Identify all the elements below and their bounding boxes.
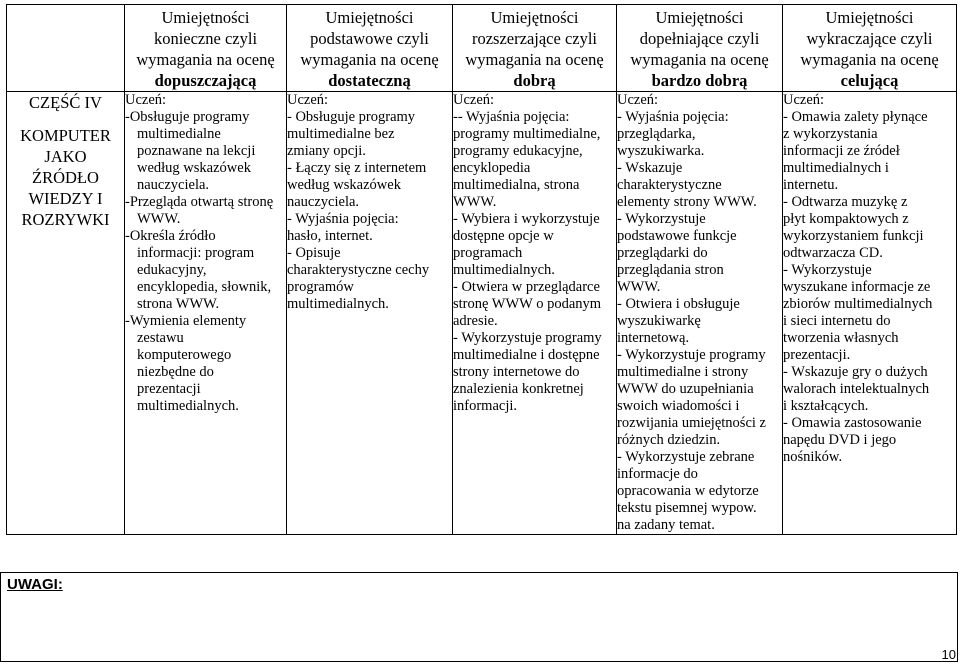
grade-label: dobrą [513,71,556,90]
grading-requirements-table [6,4,957,535]
grade-label: dopuszczającą [154,71,257,90]
content-row [7,92,957,535]
notes-label: UWAGI: [7,576,63,593]
requirements-dobra: Uczeń: -- Wyjaśnia pojęcia: programy multimedialne, programy edukacyjne, encyklopedia multimedialna, strona WWW. - Wybiera i wykorzystuje dostępne opcje w programach multimedialnych. - Otwiera w przeglądarce stronę WWW o podanym adresie. - Wykorzystuje programy multimedialne i dostępne strony internetowe do znalezienia konkretnej informacji. [453,92,617,535]
requirements-celujaca: Uczeń: - Omawia zalety płynące z wykorzystania informacji ze źródeł multimedialnych i internetu. - Odtwarza muzykę z płyt kompaktowych z wykorzystaniem funkcji odtwarzacza CD. - Wykorzystuje wyszukane informacje ze zbiorów multimedialnych i sieci internetu do tworzenia własnych prezentacji. - Wskazuje gry o dużych walorach intelektualnych i kształcących. - Omawia zastosowanie napędu DVD i jego nośników. [783,92,957,535]
header-dobra: Umiejętności rozszerzające czyli wymagania na ocenę dobrą [453,5,617,92]
grade-label: celującą [840,71,899,90]
grade-label: dostateczną [328,71,411,90]
header-dopuszczajaca: Umiejętności konieczne czyli wymagania na ocenę dopuszczającą [125,5,287,92]
corner-cell [7,5,125,92]
header-dostateczna: Umiejętności podstawowe czyli wymagania na ocenę dostateczną [287,5,453,92]
grade-label: bardzo dobrą [651,71,748,90]
header-celujaca: Umiejętności wykraczające czyli wymagania na ocenę celującą [783,5,957,92]
requirements-dopuszczajaca: Uczeń: -Obsługuje programy multimedialne poznawane na lekcji według wskazówek nauczyciela. -Przegląda otwartą stronę WWW. -Określa źródło informacji: program edukacyjny, encyklopedia, słownik, strona WWW. -Wymienia elementy zestawu komputerowego niezbędne do prezentacji multimedialnych. [125,92,287,535]
header-bardzo-dobra: Umiejętności dopełniające czyli wymagania na ocenę bardzo dobrą [617,5,783,92]
notes-box [0,572,958,662]
requirements-dostateczna: Uczeń: - Obsługuje programy multimedialne bez zmiany opcji. - Łączy się z internetem według wskazówek nauczyciela. - Wyjaśnia pojęcia: hasło, internet. - Opisuje charakterystyczne cechy programów multimedialnych. [287,92,453,535]
header-row [7,5,957,92]
requirements-bardzo-dobra: Uczeń: - Wyjaśnia pojęcia: przeglądarka, wyszukiwarka. - Wskazuje charakterystyczne elementy strony WWW. - Wykorzystuje podstawowe funkcje przeglądarki do przeglądania stron WWW. - Otwiera i obsługuje wyszukiwarkę internetową. - Wykorzystuje programy multimedialne i strony WWW do uzupełniania swoich wiadomości i rozwijania umiejętności z różnych dziedzin. - Wykorzystuje zebrane informacje do opracowania w edytorze tekstu pisemnej wypow. na zadany temat. [617,92,783,535]
page-number: 10 [941,647,956,662]
part-title-cell: CZĘŚĆ IV KOMPUTER JAKO ŹRÓDŁO WIEDZY I ROZRYWKI [7,92,125,535]
